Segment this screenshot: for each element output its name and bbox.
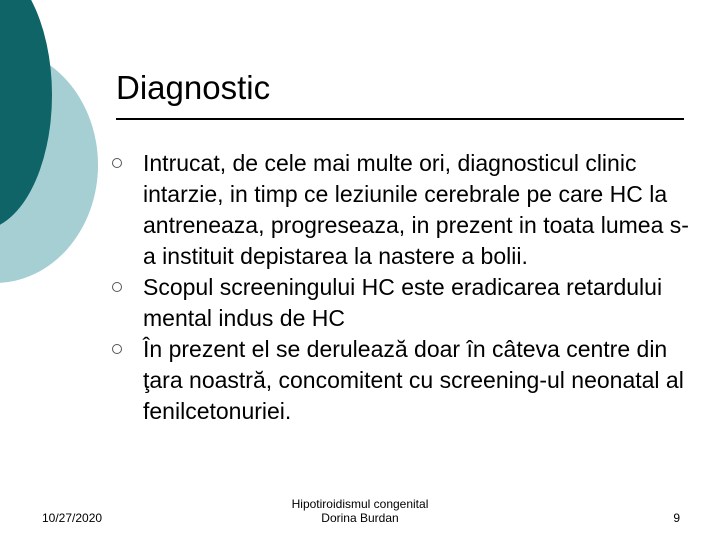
footer-date: 10/27/2020 xyxy=(42,511,103,525)
bullet-item xyxy=(112,148,692,272)
bullet-list xyxy=(112,148,692,427)
title-divider xyxy=(116,118,684,120)
hollow-circle-bullet-icon xyxy=(112,158,122,168)
bullet-text: Scopul screeningului HC este eradicarea retardului mental indus de HC xyxy=(143,274,663,331)
slide-title: Diagnostic xyxy=(116,69,271,106)
footer-presentation-title: Hipotiroidismul congenital xyxy=(291,497,429,511)
bullet-item xyxy=(112,334,692,427)
page-number: 9 xyxy=(673,511,680,525)
bullet-text: În prezent el se derulează doar în câteva centre din ţara noastră, concomitent cu screening-ul neonatal al fenilcetonuriei. xyxy=(143,336,684,424)
hollow-circle-bullet-icon xyxy=(112,344,122,354)
bullet-item xyxy=(112,272,692,334)
hollow-circle-bullet-icon xyxy=(112,282,122,292)
light-teal-circle xyxy=(0,47,98,283)
dark-teal-circle xyxy=(0,0,52,230)
bullet-text: Intrucat, de cele mai multe ori, diagnosticul clinic intarzie, in timp ce leziunile cerebrale pe care HC la antreneaza, progreseaza, in prezent in toata lumea s-a instituit depistarea la nastere a bolii. xyxy=(143,150,689,269)
footer-presentation-info xyxy=(260,497,460,525)
footer-author: Dorina Burdan xyxy=(321,511,399,525)
